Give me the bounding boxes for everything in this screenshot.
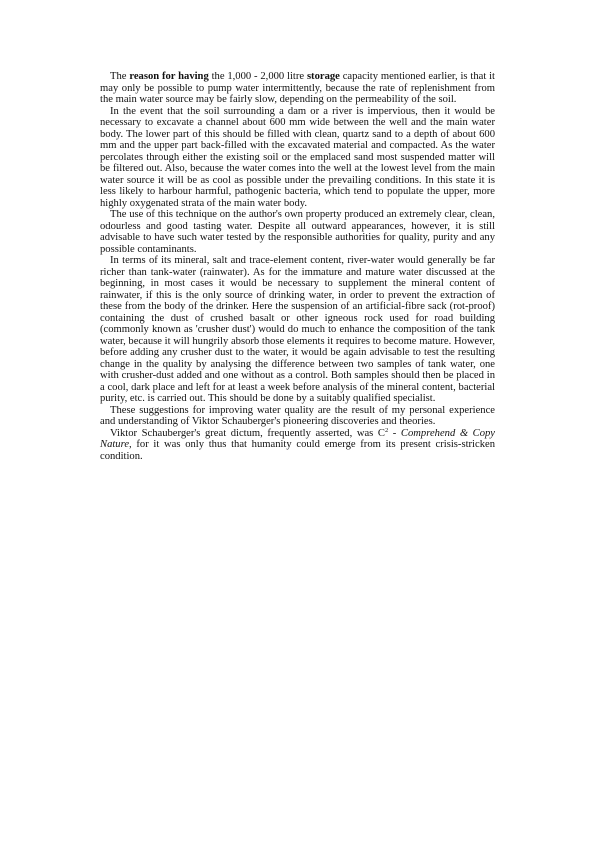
paragraph-3: The use of this technique on the author's own property produced an extremely clear, clean, odourless and good tasting water. Despite all outward appearances, however, it is still advisable to have such water tested by the responsible authorities for quality, purity and any possible contaminants.: [100, 209, 495, 255]
text-column: [100, 71, 495, 462]
p6-dictum: Comprehend & Copy Nature,: [100, 427, 496, 450]
p6-superscript: 2: [384, 426, 389, 434]
p6-rest: for it was only thus that humanity could emerge from its present crisis-stricken condition.: [100, 439, 495, 462]
p6-start: Viktor Schauberger's great dictum, frequently asserted, was C: [110, 427, 385, 439]
paragraph-2: In the event that the soil surrounding a dam or a river is impervious, then it would be necessary to excavate a channel about 600 mm wide between the well and the main water body. The lower part of this should be filled with clean, quartz sand to a depth of about 600 mm and the upper part back-filled with the excavated material and compacted. As the water percolates through either the existing soil or the emplaced sand most suspended matter will be filtered out. Also, because the water comes into the well at the lowest level from the main water source it will be as cool as possible under the prevailing conditions. In this state it is less likely to harbour harmful, pathogenic bacteria, which tend to populate the upper, more highly oxygenated strata of the main water body.: [100, 105, 495, 209]
p1-mid: the 1,000 - 2,000 litre: [208, 71, 307, 82]
paragraph-5: These suggestions for improving water quality are the result of my personal experience and understanding of Viktor Schauberger's pioneering discoveries and theories.: [100, 404, 495, 427]
p1-start: The: [110, 71, 130, 82]
p6-dash: -: [388, 427, 401, 439]
paragraph-6: [100, 428, 495, 463]
p1-rest: capacity mentioned earlier, is that it may only be possible to pump water intermittently, because the rate of replenishment from the main water source may be fairly slow, depending on the permeability of the soil.: [100, 71, 495, 105]
p1-emphasis-storage: storage: [306, 71, 340, 82]
paragraph-4: In terms of its mineral, salt and trace-element content, river-water would generally be far richer than tank-water (rainwater). As for the immature and mature water discussed at the beginning, in most cases it would be necessary to supplement the mineral content of rainwater, if this is the only source of drinking water, in order to prevent the extraction of these from the body of the drinker. Here the suspension of an artificial-fibre sack (rot-proof) containing the dust of crushed basalt or other igneous rock used for road building (commonly known as 'crusher dust') would do much to enhance the composition of the tank water, because it will hungrily absorb those elements it requires to become mature. However, before adding any crusher dust to the water, it would be again advisable to test the resulting change in the quality by analysing the difference between two samples of tank water, one with crusher-dust added and one without as a control. Both samples should then be placed in a cool, dark place and left for at least a week before analysis of the mineral content, bacterial purity, etc. is carried out. This should be done by a suitably qualified specialist.: [100, 255, 495, 404]
paragraph-1: [100, 71, 495, 106]
p1-emphasis-reason: reason for having: [129, 71, 209, 82]
